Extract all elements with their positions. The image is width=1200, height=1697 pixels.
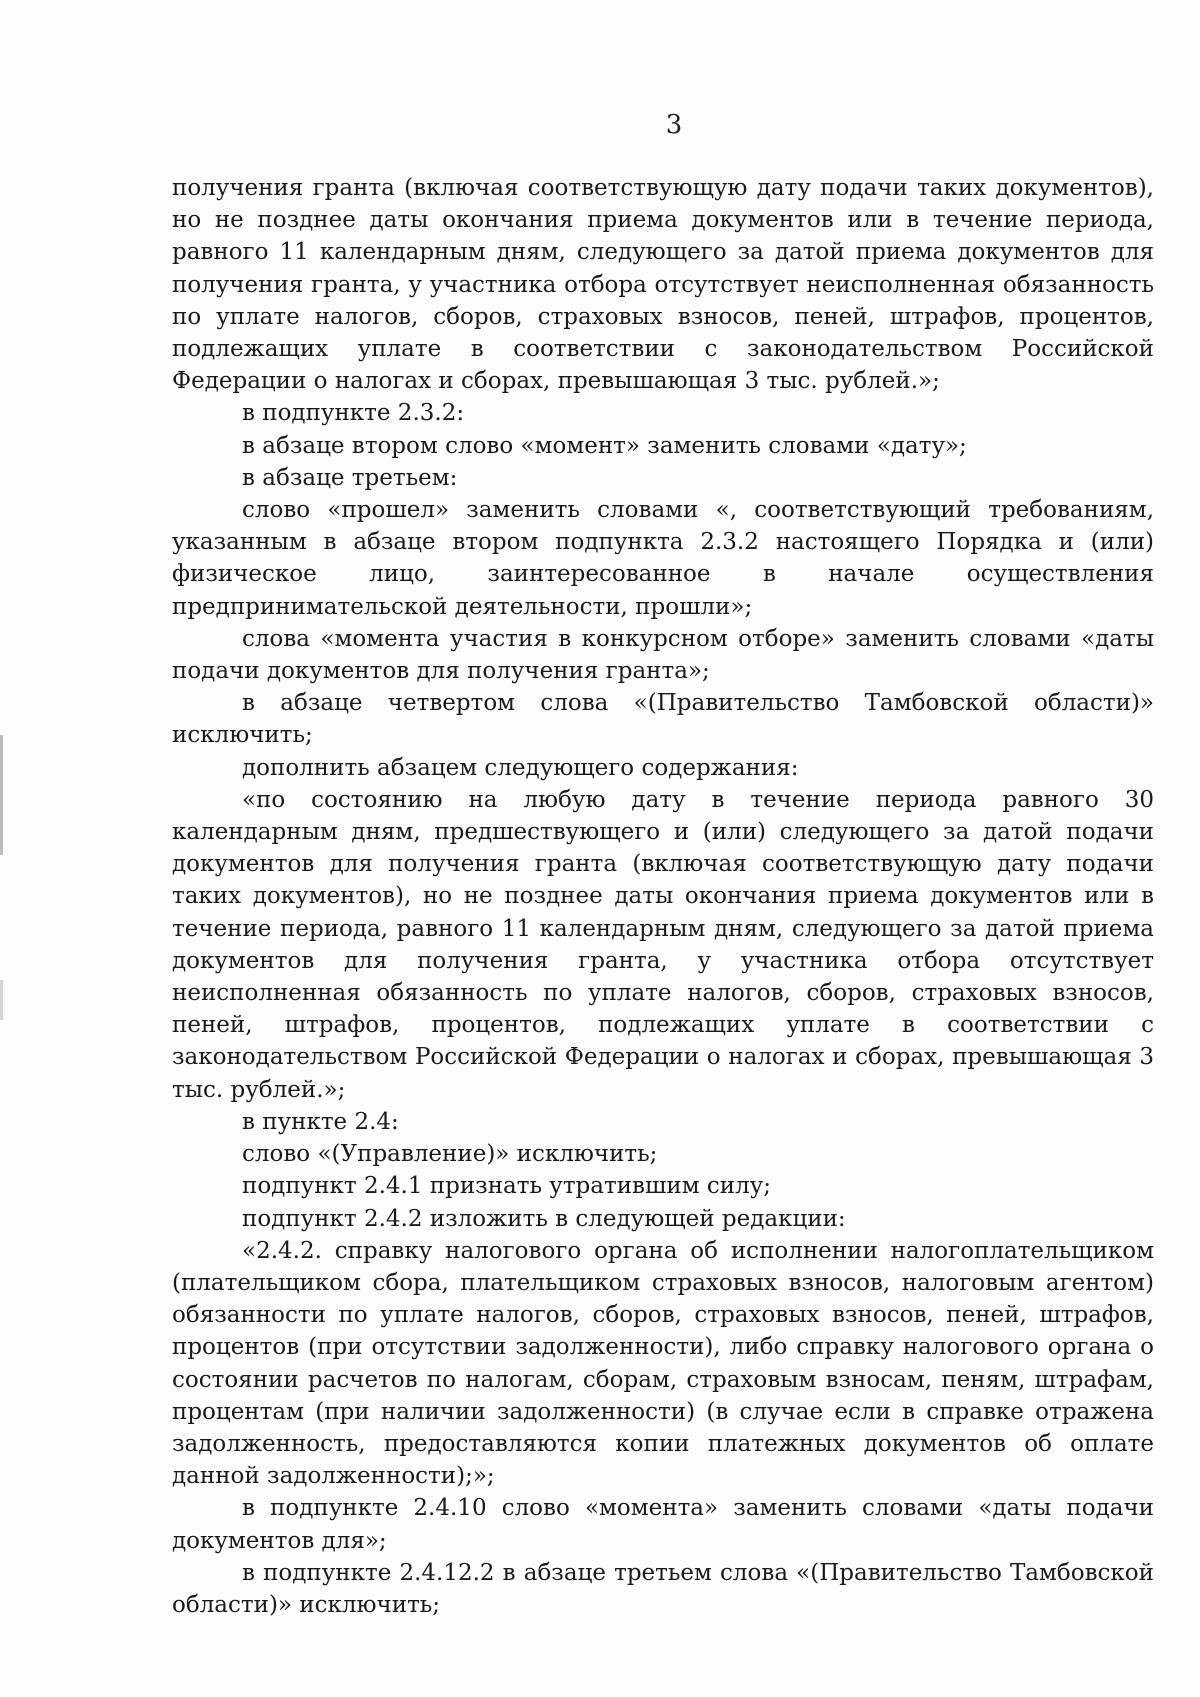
paragraph: в абзаце третьем: <box>242 464 458 491</box>
paragraph: в подпункте 2.4.10 слово «момента» заменить словами «даты подачи документов для»; <box>172 1495 1154 1554</box>
paragraph: в подпункте 2.3.2: <box>242 400 465 427</box>
paragraph: слово «(Управление)» исключить; <box>242 1141 658 1168</box>
scan-edge-mark <box>0 980 3 1020</box>
paragraph: дополнить абзацем следующего содержания: <box>242 754 799 781</box>
scan-edge-mark <box>0 735 3 855</box>
paragraph: в пункте 2.4: <box>242 1108 399 1135</box>
paragraph: подпункт 2.4.1 признать утратившим силу; <box>242 1173 772 1200</box>
paragraph: получения гранта (включая соответствующую дату подачи таких документов), но не позднее даты окончания приема документов или в течение периода, равного 11 календарным дням, следующего за датой приема документов для получения гранта, у участника отбора отсутствует неисполненная обязанность по уплате налогов, сборов, страховых взносов, пеней, штрафов, процентов, подлежащих уплате в соответствии с законодательством Российской Федерации о налогах и сборах, превышающая 3 тыс. рублей.»; <box>172 175 1154 395</box>
paragraph: слова «момента участия в конкурсном отборе» заменить словами «даты подачи документов для получения гранта»; <box>172 625 1154 685</box>
paragraph: в подпункте 2.4.12.2 в абзаце третьем слова «(Правительство Тамбовской области)» исключить; <box>172 1559 1154 1618</box>
paragraph: в абзаце втором слово «момент» заменить словами «дату»; <box>242 432 967 459</box>
paragraph: в абзаце четвертом слова «(Правительство Тамбовской области)» исключить; <box>172 690 1154 749</box>
paragraph: «2.4.2. справку налогового органа об исполнении налогоплательщиком (плательщиком сбора, плательщиком страховых взносов, налоговым агентом) обязанности по уплате налогов, сборов, страховых взносов, пеней, штрафов, процентов (при отсутствии задолженности), либо справку налогового органа о состоянии расчетов по налогам, сборам, страховым взносам, пеням, штрафам, процентам (при наличии задолженности) (в случае если в справке отражена задолженность, предоставляются копии платежных документов об оплате данной задолженности);»; <box>172 1237 1154 1490</box>
document-body <box>172 172 1154 1621</box>
page-number: 3 <box>665 110 683 140</box>
paragraph: «по состоянию на любую дату в течение периода равного 30 календарным дням, предшествующего и (или) следующего за датой подачи документов для получения гранта (включая соответствующую дату подачи таких документов), но не позднее даты окончания приема документов или в течение периода, равного 11 календарным дням, следующего за датой приема документов для получения гранта, у участника отбора отсутствует неисполненная обязанность по уплате налогов, сборов, страховых взносов, пеней, штрафов, процентов, подлежащих уплате в соответствии с законодательством Российской Федерации о налогах и сборах, превышающая 3 тыс. рублей.»; <box>172 786 1154 1103</box>
paragraph: слово «прошел» заменить словами «, соответствующий требованиям, указанным в абзаце втором подпункта 2.3.2 настоящего Порядка и (или) физическое лицо, заинтересованное в начале осуществления предпринимательской деятельности, прошли»; <box>172 497 1154 620</box>
paragraph: подпункт 2.4.2 изложить в следующей редакции: <box>242 1205 846 1232</box>
